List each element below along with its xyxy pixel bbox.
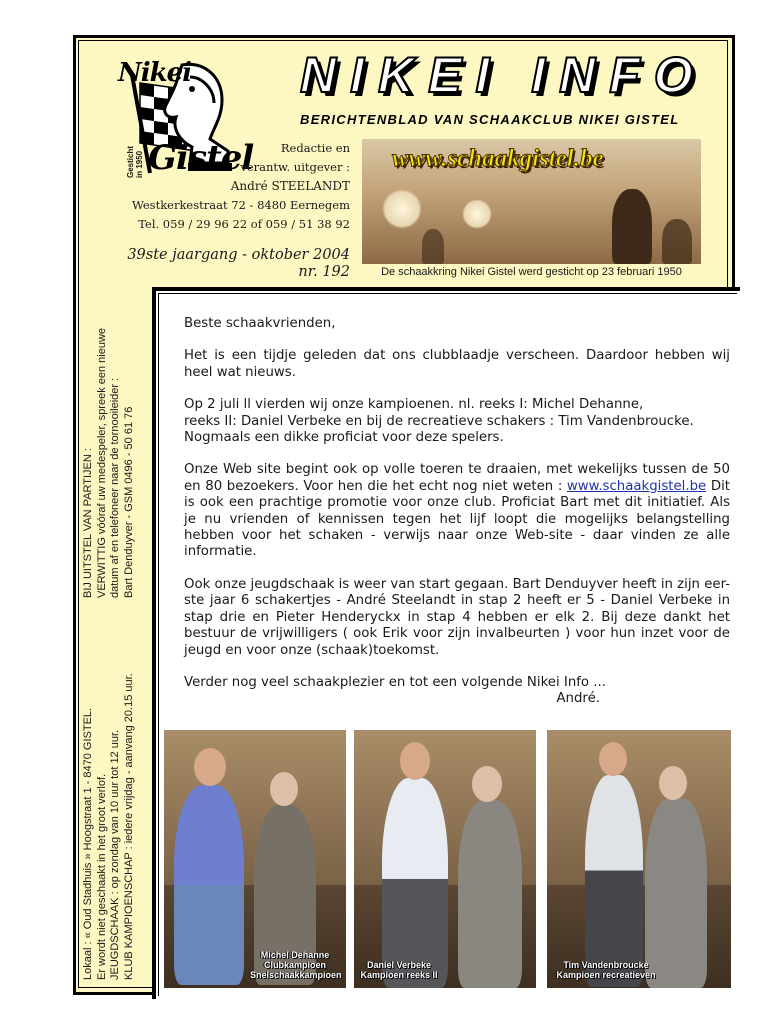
person-figure — [174, 785, 244, 985]
issue-year: 39ste jaargang - oktober 2004 — [127, 247, 350, 263]
photo-tim-vandenbroucke — [547, 730, 731, 988]
club-info-sidebar — [82, 327, 162, 980]
newsletter-subtitle: BERICHTENBLAD VAN SCHAAKCLUB NIKEI GISTEL — [300, 112, 680, 127]
banner-caption: De schaakkring Nikei Gistel werd gesticht op 23 februari 1950 — [381, 266, 682, 278]
sidebar-line: Er wordt niet geschaakt in het groot verlof. — [95, 773, 108, 980]
sidebar-line: KLUB KAMPIOENSCHAP : iedere vrijdag - aanvang 20.15 uur. — [122, 673, 135, 980]
caption-line: Kampioen reeks II — [360, 970, 438, 980]
lamp-icon — [462, 199, 492, 229]
letter-paragraph: Verder nog veel schaakplezier en tot een volgende Nikei Info ... — [184, 674, 606, 690]
logo-text-gistel: Gistel — [148, 138, 254, 178]
sidebar-line: Bart Denduyver - GSM 0496 - 50 61 76 — [122, 406, 135, 598]
sidebar-line: JEUGDSCHAAK : op zondag van 10 uur tot 12 uur. — [109, 729, 121, 980]
letter-greeting: Beste schaakvrienden, — [184, 316, 336, 331]
letter-paragraph: Het is een tijdje geleden dat ons clubblaadje verscheen. Daardoor hebben wij heel wat nieuws. — [184, 348, 730, 380]
editor-label-2: verantw. uitgever : — [240, 160, 350, 174]
editor-phone: Tel. 059 / 29 96 22 of 059 / 51 38 92 — [138, 217, 350, 231]
photo-michel-dehanne — [164, 730, 346, 988]
person-figure — [382, 778, 448, 988]
person-head — [599, 742, 627, 776]
editor-address: Westkerkestraat 72 - 8480 Eernegem — [131, 198, 350, 212]
letter-paragraph: Ook onze jeugdschaak is weer van start gegaan. Bart Denduyver heeft in zijn eer- ste jaar 6 schakertjes - André Steelandt in stap 2 heeft er 5 - Daniel Verbeke in stap drie en Pieter Henderyckx in stap 4 hebben er elk 2. Bij deze dankt het bestuur de vrijwilligers ( ook Erik voor zijn invalbeurten ) voor hun inzet voor de jeugd en voor onze (schaak)toekomst. — [184, 576, 730, 658]
chess-piece-icon — [612, 189, 652, 264]
sidebar-postpone-info — [82, 318, 136, 598]
sidebar-line: Lokaal : « Oud Stadhuis » Hoogstraat 1 - 8470 GISTEL. — [82, 707, 94, 980]
chess-piece-icon — [422, 229, 444, 264]
letter-line: reeks II: Daniel Verbeke en bij de recreatieve schakers : Tim Vandenbroucke. — [184, 413, 694, 429]
caption-line: Snelschaakkampioen — [250, 970, 342, 980]
sidebar-venue-info — [82, 673, 136, 980]
caption-line: Kampioen recreatieven — [556, 970, 656, 980]
letter-line: Nogmaals een dikke proficiat voor deze spelers. — [184, 430, 504, 446]
caption-line: Tim Vandenbroucke — [563, 960, 649, 970]
newsletter-title: NIKEI INFO — [300, 47, 707, 103]
person-figure — [585, 775, 643, 987]
logo-text-nikei: Nikei — [118, 58, 192, 88]
photo-daniel-verbeke — [354, 730, 536, 988]
person-head — [472, 766, 502, 802]
letter-text: Dit is ook een prachtige promotie voor onze club. Proficiat Bart met dit initiatief. Als je nu vrienden of kennissen tegen het lijf loopt die mogelijks belangstelling hebben voor het schaken - verwijs naar onze Web-site - daar vinden ze alle informatie. — [184, 478, 730, 560]
website-banner-image[interactable] — [362, 139, 701, 264]
editor-name: André STEELANDT — [230, 179, 350, 193]
website-link[interactable]: www.schaakgistel.be — [566, 478, 707, 494]
photo-caption — [250, 950, 340, 980]
sidebar-line: VERWITTIG vóóraf uw medespeler, spreek een nieuwe — [95, 327, 108, 598]
lamp-icon — [382, 189, 422, 229]
caption-line: Clubkampioen — [263, 960, 326, 970]
letter-paragraph — [184, 462, 730, 560]
banner-website-url[interactable]: www.schaakgistel.be — [392, 145, 604, 172]
editor-info — [132, 139, 350, 234]
letter-body — [184, 316, 730, 724]
issue-info — [127, 247, 350, 281]
caption-line: Daniel Verbeke — [366, 960, 432, 970]
logo-founded-text: Gesticht in 1950 — [126, 145, 144, 178]
photo-caption — [354, 960, 444, 980]
sidebar-line: datum af en telefoneer naar de tornooileider : — [109, 377, 121, 598]
issue-number: nr. 192 — [298, 264, 350, 280]
caption-line: Michel Dehanne — [260, 950, 330, 960]
person-head — [659, 766, 687, 800]
chess-piece-icon — [662, 219, 692, 264]
person-head — [270, 772, 298, 806]
letter-line: Op 2 juli ll vierden wij onze kampioenen. nl. reeks I: Michel Dehanne, — [184, 397, 644, 413]
sidebar-line: BIJ UITSTEL VAN PARTIJEN : — [82, 448, 94, 598]
person-figure — [458, 800, 522, 988]
letter-paragraph — [184, 397, 730, 446]
letter-text: Onze Web site begint ook op volle toeren te draaien, met wekelijks tussen de 50 en 80 bezoekers. Voor hen die het echt nog niet weten : — [184, 462, 730, 494]
photo-caption — [551, 960, 661, 980]
editor-label-1: Redactie en — [280, 141, 350, 155]
person-head — [400, 742, 430, 780]
person-head — [194, 748, 226, 786]
letter-signature: André. — [556, 691, 600, 707]
